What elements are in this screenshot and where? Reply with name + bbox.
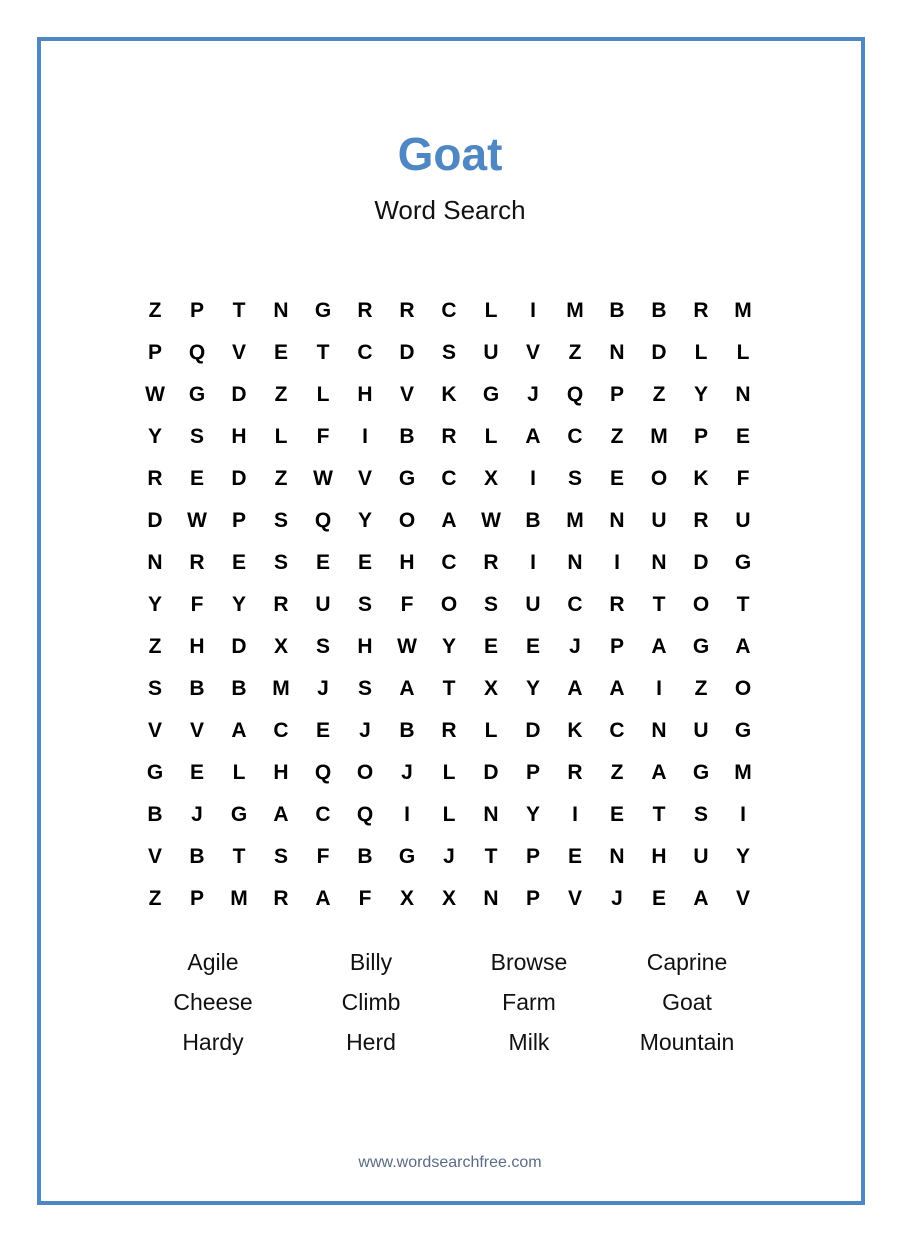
grid-cell: V [735,887,750,910]
grid-cell: P [525,887,540,910]
grid-cell: U [735,509,751,532]
grid-cell: B [189,677,205,700]
grid-cell: T [232,845,246,868]
grid-cell: J [527,383,539,406]
grid-cell: Y [525,677,540,700]
grid-row [134,878,764,920]
grid-cell: O [734,677,752,700]
grid-cell: T [736,593,750,616]
grid-cell: N [567,551,583,574]
grid-cell: D [483,761,499,784]
grid-cell: G [398,467,416,490]
grid-cell: D [231,383,247,406]
page-subtitle: Word Search [374,195,526,225]
grid-cell: X [441,887,456,910]
grid-cell: C [567,593,583,616]
grid-cell: Y [441,635,456,658]
grid-cell: I [656,677,662,700]
grid-cell: F [316,845,330,868]
grid-row [134,626,764,668]
grid-cell: W [397,635,417,658]
grid-row [134,542,764,584]
grid-cell: L [694,341,708,364]
grid-cell: P [525,761,540,784]
grid-cell: E [357,551,372,574]
grid-cell: R [693,509,709,532]
letter-grid [134,290,764,920]
grid-cell: R [609,593,625,616]
grid-cell: G [482,383,500,406]
grid-cell: I [572,803,578,826]
grid-cell: Z [568,341,582,364]
grid-cell: R [273,593,289,616]
grid-cell: V [189,719,204,742]
grid-cell: Q [314,761,332,784]
word-list-item: Farm [502,989,556,1015]
grid-cell: J [359,719,371,742]
word-list-item: Milk [508,1029,550,1055]
grid-cell: R [693,299,709,322]
grid-cell: J [611,887,623,910]
grid-cell: C [441,467,457,490]
grid-cell: F [736,467,750,490]
grid-cell: V [147,845,162,868]
grid-cell: O [692,593,710,616]
word-list-item: Goat [662,989,712,1015]
grid-cell: R [441,425,457,448]
grid-cell: E [189,467,204,490]
grid-cell: L [316,383,330,406]
grid-cell: V [567,887,582,910]
grid-cell: A [399,677,415,700]
grid-cell: R [399,299,415,322]
word-list-item: Herd [346,1029,396,1055]
grid-cell: M [734,761,752,784]
grid-cell: G [398,845,416,868]
grid-cell: Y [147,425,162,448]
grid-cell: W [145,383,165,406]
grid-cell: W [187,509,207,532]
grid-cell: S [189,425,204,448]
grid-row [134,710,764,752]
grid-cell: J [191,803,203,826]
grid-cell: N [273,299,289,322]
grid-cell: N [147,551,163,574]
grid-cell: Z [694,677,708,700]
grid-cell: M [566,509,584,532]
grid-cell: R [357,299,373,322]
grid-cell: N [483,803,499,826]
grid-cell: H [231,425,247,448]
grid-cell: O [398,509,416,532]
grid-cell: G [146,761,164,784]
grid-cell: I [530,299,536,322]
grid-cell: E [651,887,666,910]
grid-cell: V [147,719,162,742]
grid-cell: H [357,383,373,406]
grid-cell: U [525,593,541,616]
grid-cell: C [609,719,625,742]
grid-cell: N [651,551,667,574]
grid-cell: G [692,761,710,784]
grid-cell: P [231,509,246,532]
grid-cell: A [735,635,751,658]
grid-row [134,668,764,710]
grid-cell: P [693,425,708,448]
grid-cell: P [609,383,624,406]
grid-cell: A [567,677,583,700]
grid-cell: G [188,383,206,406]
grid-cell: S [315,635,330,658]
grid-cell: E [735,425,750,448]
word-list-item: Caprine [646,949,728,975]
grid-cell: X [399,887,414,910]
grid-cell: E [525,635,540,658]
grid-cell: G [734,551,752,574]
grid-cell: I [404,803,410,826]
grid-cell: H [189,635,205,658]
grid-cell: Z [148,635,162,658]
word-list-item: Billy [349,949,393,975]
grid-cell: Z [610,425,624,448]
grid-cell: S [357,677,372,700]
grid-cell: B [609,299,625,322]
grid-row [134,458,764,500]
grid-cell: S [357,593,372,616]
grid-cell: S [147,677,162,700]
grid-cell: I [614,551,620,574]
grid-cell: W [313,467,333,490]
grid-cell: E [189,761,204,784]
grid-cell: Y [147,593,162,616]
grid-cell: S [441,341,456,364]
grid-cell: A [609,677,625,700]
grid-cell: B [399,719,415,742]
grid-cell: X [483,467,498,490]
word-list-item: Hardy [182,1029,244,1055]
grid-cell: L [484,299,498,322]
grid-row [134,794,764,836]
grid-cell: E [273,341,288,364]
grid-cell: B [147,803,163,826]
grid-cell: G [230,803,248,826]
grid-cell: Y [525,803,540,826]
grid-cell: R [273,887,289,910]
grid-cell: C [441,551,457,574]
grid-cell: K [693,467,709,490]
grid-cell: O [440,593,458,616]
grid-cell: F [316,425,330,448]
grid-cell: R [147,467,163,490]
grid-row [134,416,764,458]
grid-cell: M [230,887,248,910]
word-list [134,942,766,1062]
grid-cell: N [609,845,625,868]
grid-cell: A [273,803,289,826]
grid-cell: L [274,425,288,448]
grid-cell: I [530,467,536,490]
grid-cell: L [442,803,456,826]
grid-row [134,500,764,542]
grid-cell: Z [274,383,288,406]
grid-cell: D [231,635,247,658]
grid-cell: X [273,635,288,658]
word-list-item: Cheese [173,989,253,1015]
grid-cell: B [525,509,541,532]
grid-cell: V [231,341,246,364]
grid-cell: M [272,677,290,700]
grid-cell: A [693,887,709,910]
grid-cell: B [357,845,373,868]
grid-cell: G [314,299,332,322]
grid-row [134,290,764,332]
grid-cell: Y [231,593,246,616]
grid-cell: H [651,845,667,868]
grid-cell: S [273,845,288,868]
grid-row [134,374,764,416]
grid-cell: L [442,761,456,784]
page-title: Goat [397,128,503,180]
grid-cell: B [399,425,415,448]
grid-cell: I [740,803,746,826]
grid-cell: I [530,551,536,574]
grid-cell: H [273,761,289,784]
grid-cell: G [692,635,710,658]
grid-cell: R [483,551,499,574]
grid-cell: D [231,467,247,490]
grid-cell: H [399,551,415,574]
grid-cell: O [650,467,668,490]
grid-cell: S [273,509,288,532]
grid-cell: N [651,719,667,742]
grid-cell: I [362,425,368,448]
grid-cell: M [734,299,752,322]
word-list-item: Climb [341,989,401,1015]
grid-cell: C [567,425,583,448]
grid-cell: T [316,341,330,364]
grid-cell: Q [314,509,332,532]
grid-cell: P [525,845,540,868]
grid-cell: M [566,299,584,322]
grid-cell: U [693,845,709,868]
grid-cell: Q [566,383,584,406]
grid-cell: J [443,845,455,868]
grid-cell: R [567,761,583,784]
grid-cell: P [189,299,204,322]
word-list-item: Mountain [639,1029,735,1055]
grid-cell: S [693,803,708,826]
grid-row [134,836,764,878]
grid-cell: C [357,341,373,364]
grid-cell: N [483,887,499,910]
grid-cell: J [569,635,581,658]
grid-cell: A [525,425,541,448]
grid-cell: S [567,467,582,490]
grid-cell: N [609,509,625,532]
grid-row [134,584,764,626]
grid-cell: M [650,425,668,448]
grid-cell: U [693,719,709,742]
grid-cell: R [189,551,205,574]
grid-cell: K [441,383,457,406]
grid-cell: V [525,341,540,364]
grid-cell: D [399,341,415,364]
grid-cell: C [441,299,457,322]
grid-cell: P [189,887,204,910]
grid-cell: U [315,593,331,616]
grid-cell: E [315,719,330,742]
grid-cell: T [652,593,666,616]
grid-cell: P [609,635,624,658]
grid-cell: Y [693,383,708,406]
grid-cell: D [525,719,541,742]
grid-cell: F [190,593,204,616]
grid-cell: R [441,719,457,742]
grid-cell: A [315,887,331,910]
grid-cell: D [147,509,163,532]
grid-cell: N [735,383,751,406]
grid-cell: A [651,635,667,658]
footer-url: www.wordsearchfree.com [358,1154,542,1171]
grid-cell: E [567,845,582,868]
grid-cell: U [651,509,667,532]
grid-cell: Q [356,803,374,826]
grid-cell: A [441,509,457,532]
grid-cell: C [315,803,331,826]
grid-row [134,752,764,794]
grid-cell: L [232,761,246,784]
grid-cell: T [442,677,456,700]
grid-cell: T [652,803,666,826]
grid-cell: E [483,635,498,658]
grid-cell: B [231,677,247,700]
grid-cell: B [651,299,667,322]
grid-cell: Q [188,341,206,364]
grid-cell: A [651,761,667,784]
grid-cell: U [483,341,499,364]
grid-cell: T [232,299,246,322]
grid-cell: C [273,719,289,742]
grid-cell: Z [652,383,666,406]
grid-cell: E [315,551,330,574]
grid-cell: B [189,845,205,868]
grid-cell: N [609,341,625,364]
grid-cell: E [231,551,246,574]
grid-cell: V [399,383,414,406]
grid-cell: L [484,719,498,742]
grid-cell: L [736,341,750,364]
grid-cell: S [483,593,498,616]
grid-cell: V [357,467,372,490]
grid-cell: S [273,551,288,574]
grid-cell: J [317,677,329,700]
grid-cell: E [609,803,624,826]
grid-cell: Z [148,887,162,910]
grid-cell: A [231,719,247,742]
grid-cell: Y [735,845,750,868]
grid-cell: P [147,341,162,364]
grid-cell: D [651,341,667,364]
word-list-item: Browse [490,949,568,975]
grid-cell: J [401,761,413,784]
grid-cell: K [567,719,583,742]
grid-cell: T [484,845,498,868]
grid-cell: F [358,887,372,910]
grid-cell: E [609,467,624,490]
grid-row [134,332,764,374]
grid-cell: Z [274,467,288,490]
grid-cell: L [484,425,498,448]
grid-cell: H [357,635,373,658]
grid-cell: Z [610,761,624,784]
grid-cell: G [734,719,752,742]
grid-cell: O [356,761,374,784]
grid-cell: W [481,509,501,532]
grid-cell: D [693,551,709,574]
grid-cell: Y [357,509,372,532]
grid-cell: Z [148,299,162,322]
grid-cell: F [400,593,414,616]
word-list-item: Agile [187,949,239,975]
grid-cell: X [483,677,498,700]
